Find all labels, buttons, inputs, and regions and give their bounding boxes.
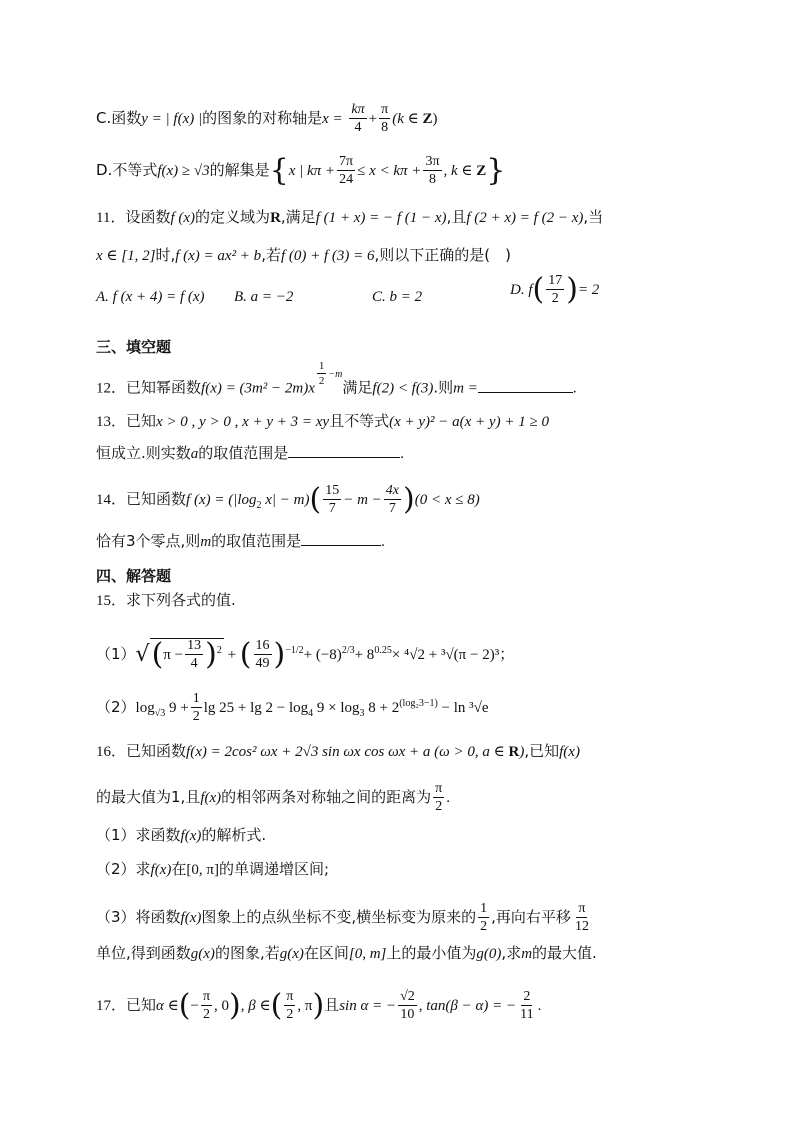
denominator: 11 [520,1007,534,1022]
set-part: ≤ x < kπ + [357,163,422,179]
numerator: √2 [400,989,415,1004]
option-c-tail: (k ∈ [392,111,423,127]
text: 且不等式 [329,412,390,430]
denominator: 8 [381,120,389,135]
math: 9 + [165,700,189,716]
denominator: 2 [286,1007,294,1022]
numerator: 7π [339,154,354,169]
denominator: 7 [388,501,396,516]
fraction [433,782,444,814]
fraction [191,692,202,724]
set-part: x | kπ + [288,163,336,179]
math: m [521,946,533,962]
text: . [537,998,542,1014]
subscript: 2 [256,500,262,511]
text: 的最大值为1,且 [96,788,201,806]
math: f(x) [559,744,580,760]
math: f(x) [150,862,172,878]
plus-sign: + [368,111,378,127]
paren: ) [273,637,286,672]
question-13-line-2 [96,442,404,465]
math: x ∈ [1, 2] [96,248,156,264]
question-number: 12． [96,380,127,397]
question-16-line-2 [96,782,450,814]
fraction [323,484,341,516]
math: f (x) [170,210,196,226]
exponent: −m [328,368,343,380]
paren: ( [239,637,252,672]
math: f (x) = (|log [186,492,257,508]
section-heading-solutions: 四、解答题 [96,567,172,585]
text: 的单调递增区间; [218,860,330,878]
text: 的取值范围是 [211,532,302,550]
text: 求下列各式的值. [126,591,236,609]
right-brace: } [486,153,506,188]
part-label: （1） [96,645,136,663]
question-number: 13． [96,414,127,430]
math: ) [519,744,525,760]
question-11-line-2 [96,244,511,267]
question-15-part-2 [96,692,489,724]
question-12 [96,360,577,400]
math: m [200,534,212,550]
math: f(x) [200,790,222,806]
option-c-prefix: C.函数 [96,109,142,127]
text: ,若 [261,246,281,264]
fraction [284,990,295,1022]
text: 已知函数 [126,490,187,508]
fraction [349,103,366,135]
fraction [573,902,591,934]
subscript: √3 [154,708,166,719]
question-16-line-last [96,942,597,965]
paren: ( [270,988,283,1023]
option-c-eq: y = | f(x) | [141,111,203,127]
text: ,再向右平移 [491,908,571,926]
question-number: 15． [96,593,127,609]
text: 时, [155,246,176,264]
question-14-line-1 [96,484,480,516]
fraction [546,274,564,306]
subscript: 4 [308,708,314,719]
numerator: 13 [187,638,202,653]
question-16-sub-2 [96,858,329,881]
question-16-line-1 [96,740,580,763]
math: α ∈ [156,998,179,1014]
math: (0 < x ≤ 8) [414,492,480,508]
left-brace: { [269,153,289,188]
denominator: 2 [202,1007,210,1022]
denominator: 4 [190,656,198,671]
denominator: 12 [574,919,589,934]
option-b: B. a = −2 [234,289,294,305]
math: f(x) = 2cos² ωx + 2√3 sin ωx cos ωx + a (ω > 0, a ∈ [186,744,509,760]
math: log [135,700,155,716]
text: ,且 [446,208,467,226]
paren: ) [403,482,415,517]
option-c [96,103,437,135]
answer-blank[interactable] [478,378,573,393]
numerator: 15 [325,483,340,498]
exponent-fraction [317,361,327,387]
math: , π [297,998,313,1014]
fraction [337,155,355,187]
text: ,求 [501,944,522,962]
text: ； [499,645,515,663]
math: π − [163,647,184,663]
option-d [96,155,505,187]
math: , β ∈ [240,998,271,1014]
numerator: π [435,781,443,796]
math: sin α = − [339,998,397,1014]
text: 的相邻两条对称轴之间的距离为 [221,788,432,806]
numerator: π [202,989,211,1004]
subscript: 3 [359,708,365,719]
math: − m − [343,492,382,508]
math: f (0) + f (3) = 6 [280,248,375,264]
integer-set: Z [476,163,487,179]
math: g(x) [190,946,215,962]
numerator: kπ [351,102,365,117]
text: 满足 [342,378,373,397]
text: 且 [324,996,340,1014]
paren: ) [229,988,241,1023]
denominator: 2 [192,709,200,724]
paren: ) [312,988,325,1023]
question-15-title [96,589,236,612]
numerator: 2 [523,989,531,1004]
text: ,满足 [280,208,316,226]
question-number: 11． [96,210,126,226]
text: 已知 [126,996,157,1014]
radical: √ [135,642,150,667]
math: 9 × log [313,700,360,716]
text: 上的最小值为 [386,944,477,962]
numerator: 1 [480,901,488,916]
option-d-prefix: D.不等式 [96,161,158,179]
set-part: , k ∈ [443,163,477,179]
math: m = [453,380,478,397]
text: 的解析式. [201,826,267,844]
fraction [384,484,401,516]
math: 8 + 2 [364,700,400,716]
math: [0, m] [348,946,387,962]
paren: ) [432,111,438,127]
text: 恒成立.则实数 [96,444,191,462]
question-16-sub-1 [96,824,266,847]
question-number: 14． [96,492,127,508]
text: 的定义域为 [195,208,271,226]
text: . [446,790,450,806]
option-d [510,274,599,306]
numerator: 1 [192,691,200,706]
exponent: −1/2 [285,645,304,656]
question-13-line-1 [96,410,549,433]
denominator: 2 [551,291,559,306]
text: 在区间 [303,944,349,962]
text: （3）将函数 [96,908,181,926]
fraction [423,155,441,187]
option-d-ineq: f(x) ≥ √3 [157,163,210,179]
text: ,当 [583,208,604,226]
text: 已知 [126,412,157,430]
paren: ) [566,272,578,307]
question-number: 17． [96,998,127,1014]
text: ,则以下正确的是( ) [374,246,512,264]
math: f(2) < f(3) [372,380,434,397]
text: 在 [171,860,187,878]
math: f(x) [180,828,202,844]
text: 的取值范围是 [198,444,289,462]
integer-set: Z [422,111,433,127]
paren: ) [205,637,217,672]
text: 图象上的点纵坐标不变,横坐标变为原来的 [201,908,477,926]
math: = 2 [577,282,600,298]
text: .则 [433,378,454,397]
math: f(x) = (3m² − 2m)x [201,380,315,397]
question-14-line-2 [96,530,385,553]
text: （2）求 [96,860,151,878]
numerator: 17 [548,273,563,288]
fraction [518,990,535,1022]
text: . [572,380,577,397]
denominator: 2 [435,799,443,814]
paren: ( [532,272,545,307]
option-c-x: x = [322,111,343,127]
math: lg 25 + lg 2 − log [203,700,309,716]
question-16-sub-3 [96,902,593,934]
text: 单位,得到函数 [96,944,191,962]
math: [0, π] [186,862,219,878]
math: , 0 [214,998,230,1014]
radicand [150,638,224,671]
option-c-text: 的图象的对称轴是 [202,109,323,127]
math: + 8 [354,647,375,663]
exponent: 2 [216,645,222,656]
exponent: 2/3 [341,645,355,656]
real-set: R [508,744,520,760]
text: 已知幂函数 [126,378,202,397]
fraction [379,103,390,135]
math: (x + y)² − a(x + y) + 1 ≥ 0 [389,414,549,430]
question-11-line-1 [96,206,603,229]
text: . [381,534,385,550]
math: f (2 + x) = f (2 − x) [466,210,584,226]
denominator: 8 [428,172,436,187]
paren: ( [178,988,191,1023]
numerator: 16 [255,638,270,653]
math: f (1 + x) = − f (1 − x) [315,210,447,226]
answer-blank[interactable] [301,531,381,546]
numerator: 4x [385,483,400,498]
denominator: 49 [255,656,270,671]
section-heading-fill-in: 三、填空题 [96,338,172,356]
denominator: 2 [480,919,488,934]
math: × ⁴√2 + ³√(π − 2)³ [391,647,500,663]
math: f (x) = ax² + b [175,248,262,264]
denominator: 4 [354,120,362,135]
denominator: 24 [339,172,354,187]
text: 的图象,若 [214,944,280,962]
option-c: C. b = 2 [372,289,423,305]
math: f(x) [180,910,202,926]
fraction [254,639,272,671]
text: ,已知 [524,742,560,760]
fraction [478,902,489,934]
text: 设函数 [125,208,171,226]
math: D. f [510,282,533,298]
real-set: R [270,210,281,226]
denominator: 10 [400,1007,415,1022]
part-label: （2） [96,698,136,716]
math: , tan(β − α) = − [418,998,517,1014]
answer-blank[interactable] [288,443,400,458]
fraction [201,990,212,1022]
paren: ( [151,637,164,672]
text: 的最大值. [532,944,597,962]
question-17: 17．已知α ∈(− $\frac{\pi}{2}$ , 0), β ∈( $\frac{\pi}{2}$ , π)且sin α = − $\frac{√2}{10}$ , tan(β − α) = − $\frac{2}{11}$ . [96,988,542,1023]
numerator: 3π [425,154,440,169]
text: 已知函数 [126,742,187,760]
text: （1）求函数 [96,826,181,844]
math: + (−8) [303,647,342,663]
denominator: 2 [318,375,325,387]
exponent: 0.25 [374,645,392,656]
fraction [398,990,417,1022]
paren: ( [309,482,322,517]
option-a: A. f (x + 4) = f (x) [96,289,205,305]
math: g(x) [279,946,304,962]
option-d-text: 的解集是 [209,161,270,179]
math: − ln ³√e [437,700,489,716]
question-number: 16． [96,744,127,760]
numerator: 1 [318,360,325,372]
math: a [190,446,199,462]
math: x| − m) [261,492,310,508]
numerator: π [578,901,586,916]
numerator: π [286,989,294,1004]
text: . [400,446,405,462]
exponent: (log₂3−1) [399,698,438,709]
text: 恰有3个零点,则 [96,532,201,550]
denominator: 7 [328,501,336,516]
math: x > 0 , y > 0 , x + y + 3 = xy [156,414,330,430]
question-15-part-1: （1）√(π − $\frac{13}{4}$ )$^2$ + ( $\frac{16}{49}$ )$^{-1/2}+ (-8)^{2/3}+ 8^{0.25}\times ^4√2 + ^3√(\pi - 2)^3$； [96,637,515,672]
math: g(0) [476,946,502,962]
fraction [185,639,203,671]
numerator: π [381,102,389,117]
